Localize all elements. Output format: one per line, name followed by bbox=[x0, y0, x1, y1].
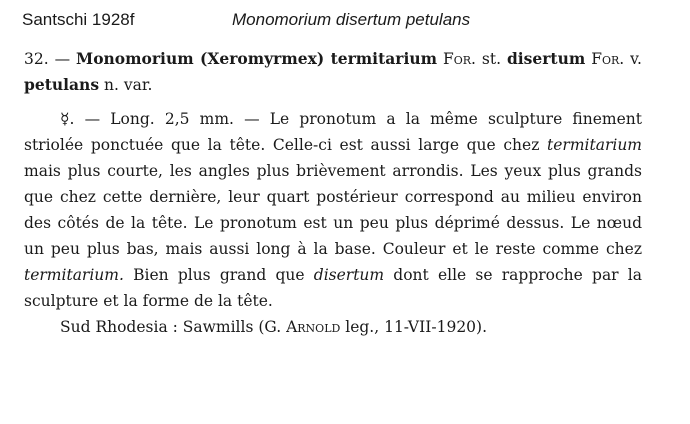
genus-name: Monomorium bbox=[76, 49, 194, 68]
variety-name: petulans bbox=[24, 75, 100, 94]
citation-label: Santschi 1928f bbox=[22, 10, 135, 29]
subspecies-name: disertum bbox=[506, 49, 586, 68]
taxon-status: n. var. bbox=[99, 76, 153, 94]
species-name: termitarium bbox=[330, 49, 437, 68]
rank-subspecies: st. bbox=[475, 50, 507, 68]
desc-term-termitarium-2: termitarium. bbox=[24, 266, 124, 284]
species-author: For. bbox=[437, 50, 476, 68]
running-title: Monomorium disertum petulans bbox=[232, 10, 471, 29]
description-paragraph bbox=[24, 106, 642, 314]
page-header bbox=[12, 8, 678, 32]
desc-text-4: dont elle se rapproche par la sculpture et la forme de la tête. bbox=[24, 266, 642, 310]
subspecies-author: For. bbox=[585, 50, 625, 68]
locality-paragraph bbox=[24, 314, 642, 340]
desc-text-1: ☿. — Long. 2,5 mm. — Le pronotum a la même sculpture finement striolée ponctuée que la tête. Celle-ci est aussi large que chez bbox=[24, 110, 642, 154]
taxon-description bbox=[24, 46, 642, 340]
desc-term-termitarium: termitarium bbox=[547, 136, 642, 154]
desc-text-2: mais plus courte, les angles plus brièvement arrondis. Les yeux plus grands que chez cette dernière, leur quart postérieur correspond au milieu environ des côtés de la tête. Le pronotum est un peu plus déprimé dessus. Le nœud un peu plus bas, mais aussi long à la base. Couleur et le reste comme chez bbox=[24, 162, 642, 258]
desc-text-3: Bien plus grand que bbox=[123, 266, 314, 284]
locality-text-2: leg., 11-VII-1920). bbox=[340, 318, 488, 336]
subgenus-name: (Xeromyrmex) bbox=[193, 49, 331, 68]
desc-term-disertum: disertum bbox=[313, 266, 385, 284]
taxon-number: 32. — bbox=[24, 50, 77, 68]
taxon-heading bbox=[24, 46, 642, 98]
collector-name: Arnold bbox=[286, 318, 341, 336]
rank-variety: v. bbox=[624, 50, 642, 68]
locality-text-1: Sud Rhodesia : Sawmills (G. bbox=[60, 318, 287, 336]
